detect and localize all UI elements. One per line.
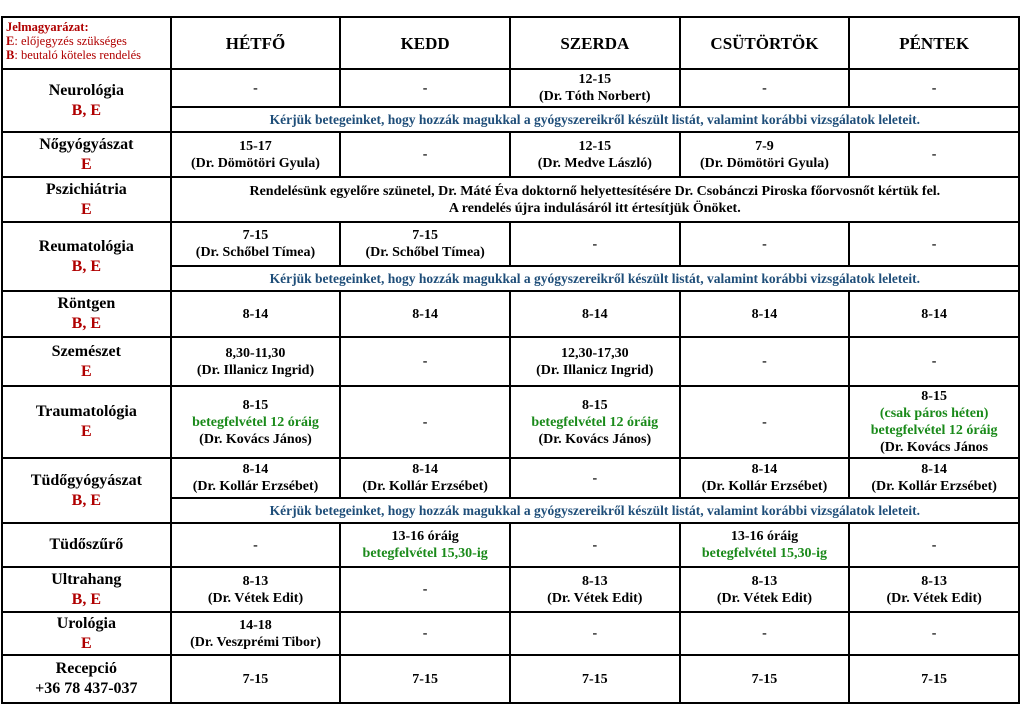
cell: 7-15 (Dr. Schőbel Tímea) — [340, 222, 510, 266]
note-text: Kérjük betegeinket, hogy hozzák magukkal a gyógyszereikről készült listát, valamint korábbi vizsgálatok leleteit. — [171, 498, 1019, 523]
cell: - — [340, 386, 510, 458]
cell: - — [680, 337, 850, 386]
cell: 7-15 — [340, 655, 510, 703]
dept-recepcio: Recepció +36 78 437-037 — [2, 655, 171, 703]
table-row — [2, 386, 1019, 458]
header-row — [2, 17, 1019, 69]
dept-tudogyogyaszat: Tüdőgyógyászat B, E — [2, 458, 171, 523]
table-row — [2, 69, 1019, 107]
cell: 7-15 — [171, 655, 341, 703]
note-text: Kérjük betegeinket, hogy hozzák magukkal a gyógyszereikről készült listát, valamint korábbi vizsgálatok leleteit. — [171, 266, 1019, 291]
cell: - — [680, 612, 850, 655]
cell: - — [340, 132, 510, 177]
day-header: CSÜTÖRTÖK — [680, 17, 850, 69]
dept-traumatologia: Traumatológia E — [2, 386, 171, 458]
cell: - — [849, 69, 1019, 107]
dept-tudoszuro: Tüdőszűrő — [2, 523, 171, 567]
table-row — [2, 567, 1019, 612]
table-row — [2, 337, 1019, 386]
dept-urologia: Urológia E — [2, 612, 171, 655]
dept-reumatologia: Reumatológia B, E — [2, 222, 171, 291]
day-header: HÉTFŐ — [171, 17, 341, 69]
cell: - — [340, 612, 510, 655]
cell: - — [171, 523, 341, 567]
cell: 12-15 (Dr. Medve László) — [510, 132, 680, 177]
cell: 12,30-17,30 (Dr. Illanicz Ingrid) — [510, 337, 680, 386]
cell: - — [680, 69, 850, 107]
cell: 8-15 betegfelvétel 12 óráig (Dr. Kovács János) — [171, 386, 341, 458]
cell: - — [510, 523, 680, 567]
cell: 8-14 (Dr. Kollár Erzsébet) — [340, 458, 510, 498]
cell: 14-18 (Dr. Veszprémi Tibor) — [171, 612, 341, 655]
legend-b: B: beutaló köteles rendelés — [6, 48, 142, 62]
cell: 8-14 — [680, 291, 850, 337]
note-text: Kérjük betegeinket, hogy hozzák magukkal a gyógyszereikről készült listát, valamint korábbi vizsgálatok leleteit. — [171, 107, 1019, 132]
cell: 8-13 (Dr. Vétek Edit) — [680, 567, 850, 612]
cell: 8-13 (Dr. Vétek Edit) — [510, 567, 680, 612]
table-row — [2, 655, 1019, 703]
cell: - — [340, 337, 510, 386]
cell: 13-16 óráig betegfelvétel 15,30-ig — [340, 523, 510, 567]
cell: 8-14 — [171, 291, 341, 337]
schedule-table — [1, 16, 1020, 704]
cell: 8,30-11,30 (Dr. Illanicz Ingrid) — [171, 337, 341, 386]
dept-nogyogyaszat: Nőgyógyászat E — [2, 132, 171, 177]
cell: - — [849, 612, 1019, 655]
dept-ultrahang: Ultrahang B, E — [2, 567, 171, 612]
cell: 7-15 — [849, 655, 1019, 703]
cell: - — [510, 612, 680, 655]
cell: - — [510, 222, 680, 266]
cell: 8-15 (csak páros héten) betegfelvétel 12 óráig (Dr. Kovács János — [849, 386, 1019, 458]
cell: 8-14 (Dr. Kollár Erzsébet) — [171, 458, 341, 498]
cell: 8-13 (Dr. Vétek Edit) — [171, 567, 341, 612]
table-row — [2, 612, 1019, 655]
cell: - — [340, 69, 510, 107]
cell: 8-14 (Dr. Kollár Erzsébet) — [849, 458, 1019, 498]
cell: - — [680, 222, 850, 266]
table-row — [2, 177, 1019, 222]
cell: - — [849, 337, 1019, 386]
phone-number: +36 78 437-037 — [35, 680, 138, 697]
dept-pszichiatria: Pszichiátria E — [2, 177, 171, 222]
day-header: PÉNTEK — [849, 17, 1019, 69]
table-row — [2, 523, 1019, 567]
schedule — [0, 16, 1024, 704]
cell: - — [171, 69, 341, 107]
cell: 7-15 — [510, 655, 680, 703]
cell: 8-14 — [849, 291, 1019, 337]
cell: 12-15 (Dr. Tóth Norbert) — [510, 69, 680, 107]
cell: 8-14 — [340, 291, 510, 337]
cell: - — [340, 567, 510, 612]
cell: 7-15 — [680, 655, 850, 703]
cell: 7-9 (Dr. Dömötöri Gyula) — [680, 132, 850, 177]
cell: 7-15 (Dr. Schőbel Tímea) — [171, 222, 341, 266]
cell: 8-13 (Dr. Vétek Edit) — [849, 567, 1019, 612]
cell: 8-14 (Dr. Kollár Erzsébet) — [680, 458, 850, 498]
day-header: KEDD — [340, 17, 510, 69]
cell: - — [849, 523, 1019, 567]
dept-szemeszet: Szemészet E — [2, 337, 171, 386]
cell: - — [510, 458, 680, 498]
cell: 8-14 — [510, 291, 680, 337]
cell: 15-17 (Dr. Dömötöri Gyula) — [171, 132, 341, 177]
notice-cell: Rendelésünk egyelőre szünetel, Dr. Máté Éva doktornő helyettesítésére Dr. Csobánczi Piroska főorvosnőt kértük fel. A rendelés újra indulásáról itt értesítjük Önöket. — [171, 177, 1019, 222]
legend — [2, 17, 171, 69]
table-row — [2, 222, 1019, 266]
dept-rontgen: Röntgen B, E — [2, 291, 171, 337]
cell: - — [849, 132, 1019, 177]
table-row — [2, 132, 1019, 177]
cell: 8-15 betegfelvétel 12 óráig (Dr. Kovács János) — [510, 386, 680, 458]
cell: 13-16 óráig betegfelvétel 15,30-ig — [680, 523, 850, 567]
day-header: SZERDA — [510, 17, 680, 69]
legend-title: Jelmagyarázat: — [6, 20, 89, 34]
cell: - — [680, 386, 850, 458]
table-row — [2, 291, 1019, 337]
cell: - — [849, 222, 1019, 266]
table-row — [2, 458, 1019, 498]
legend-e: E: előjegyzés szükséges — [6, 34, 127, 48]
dept-neurologia: Neurológia B, E — [2, 69, 171, 132]
